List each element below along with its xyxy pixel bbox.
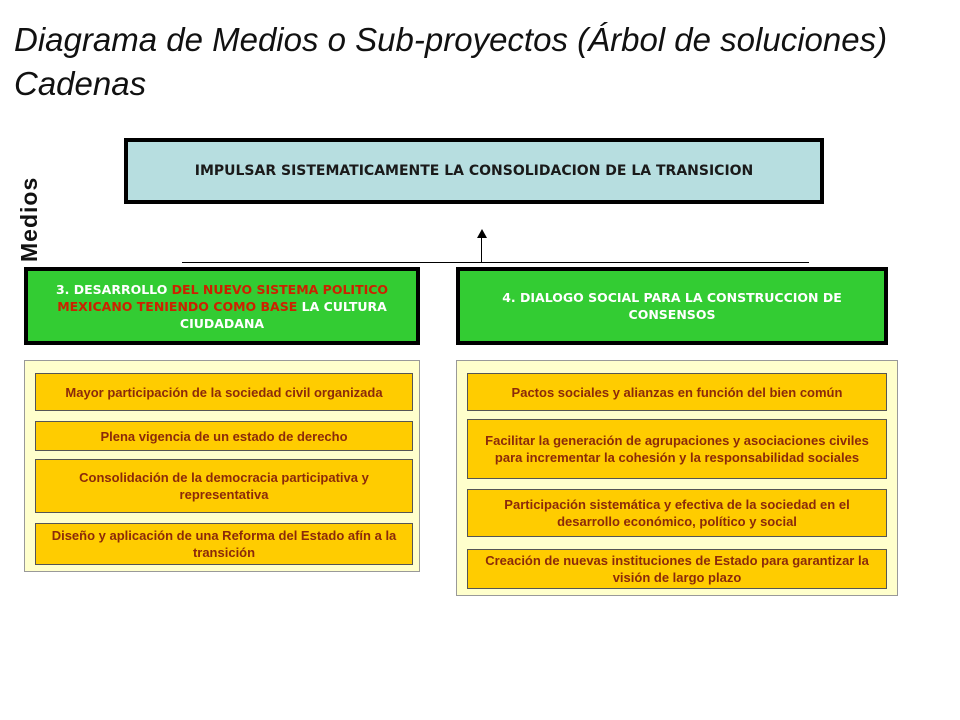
arrow-up-icon (477, 229, 487, 238)
means-3-text-red: DEL NUEVO SISTEMA POLITICO MEXICANO TENIENDO COMO BASE (57, 281, 389, 314)
sub-project-item: Facilitar la generación de agrupaciones y asociaciones civiles para incrementar la cohesión y la responsabilidad sociales (467, 419, 887, 479)
sub-project-item: Diseño y aplicación de una Reforma del Estado afín a la transición (35, 523, 413, 565)
sub-projects-panel-left (24, 360, 420, 572)
means-3-text-white: 3. DESARROLLO (55, 281, 172, 297)
connector-line (182, 262, 809, 263)
page-title: Diagrama de Medios o Sub-proyectos (Árbol de soluciones) Cadenas (14, 21, 888, 102)
sub-project-item: Consolidación de la democracia participativa y representativa (35, 459, 413, 513)
sub-project-item: Participación sistemática y efectiva de la sociedad en el desarrollo económico, político y social (467, 489, 887, 537)
means-3-text-white-end: LA CULTURA CIUDADANA (179, 298, 387, 331)
means-box-4-text: 4. DIALOGO SOCIAL PARA LA CONSTRUCCION DE CONSENSOS (502, 290, 842, 322)
sub-project-item: Plena vigencia de un estado de derecho (35, 421, 413, 451)
means-box-3 (24, 267, 420, 345)
sub-project-item: Mayor participación de la sociedad civil organizada (35, 373, 413, 411)
sub-projects-panel-right (456, 360, 898, 596)
sub-project-item: Pactos sociales y alianzas en función del bien común (467, 373, 887, 411)
goal-text: IMPULSAR SISTEMATICAMENTE LA CONSOLIDACION DE LA TRANSICION (194, 163, 754, 179)
sub-project-item: Creación de nuevas instituciones de Estado para garantizar la visión de largo plazo (467, 549, 887, 589)
medios-axis-label: Medios (16, 176, 42, 262)
goal-box (124, 138, 824, 204)
means-box-3-text (42, 281, 402, 332)
connector-arrow-shaft (481, 236, 482, 263)
means-box-4 (456, 267, 888, 345)
